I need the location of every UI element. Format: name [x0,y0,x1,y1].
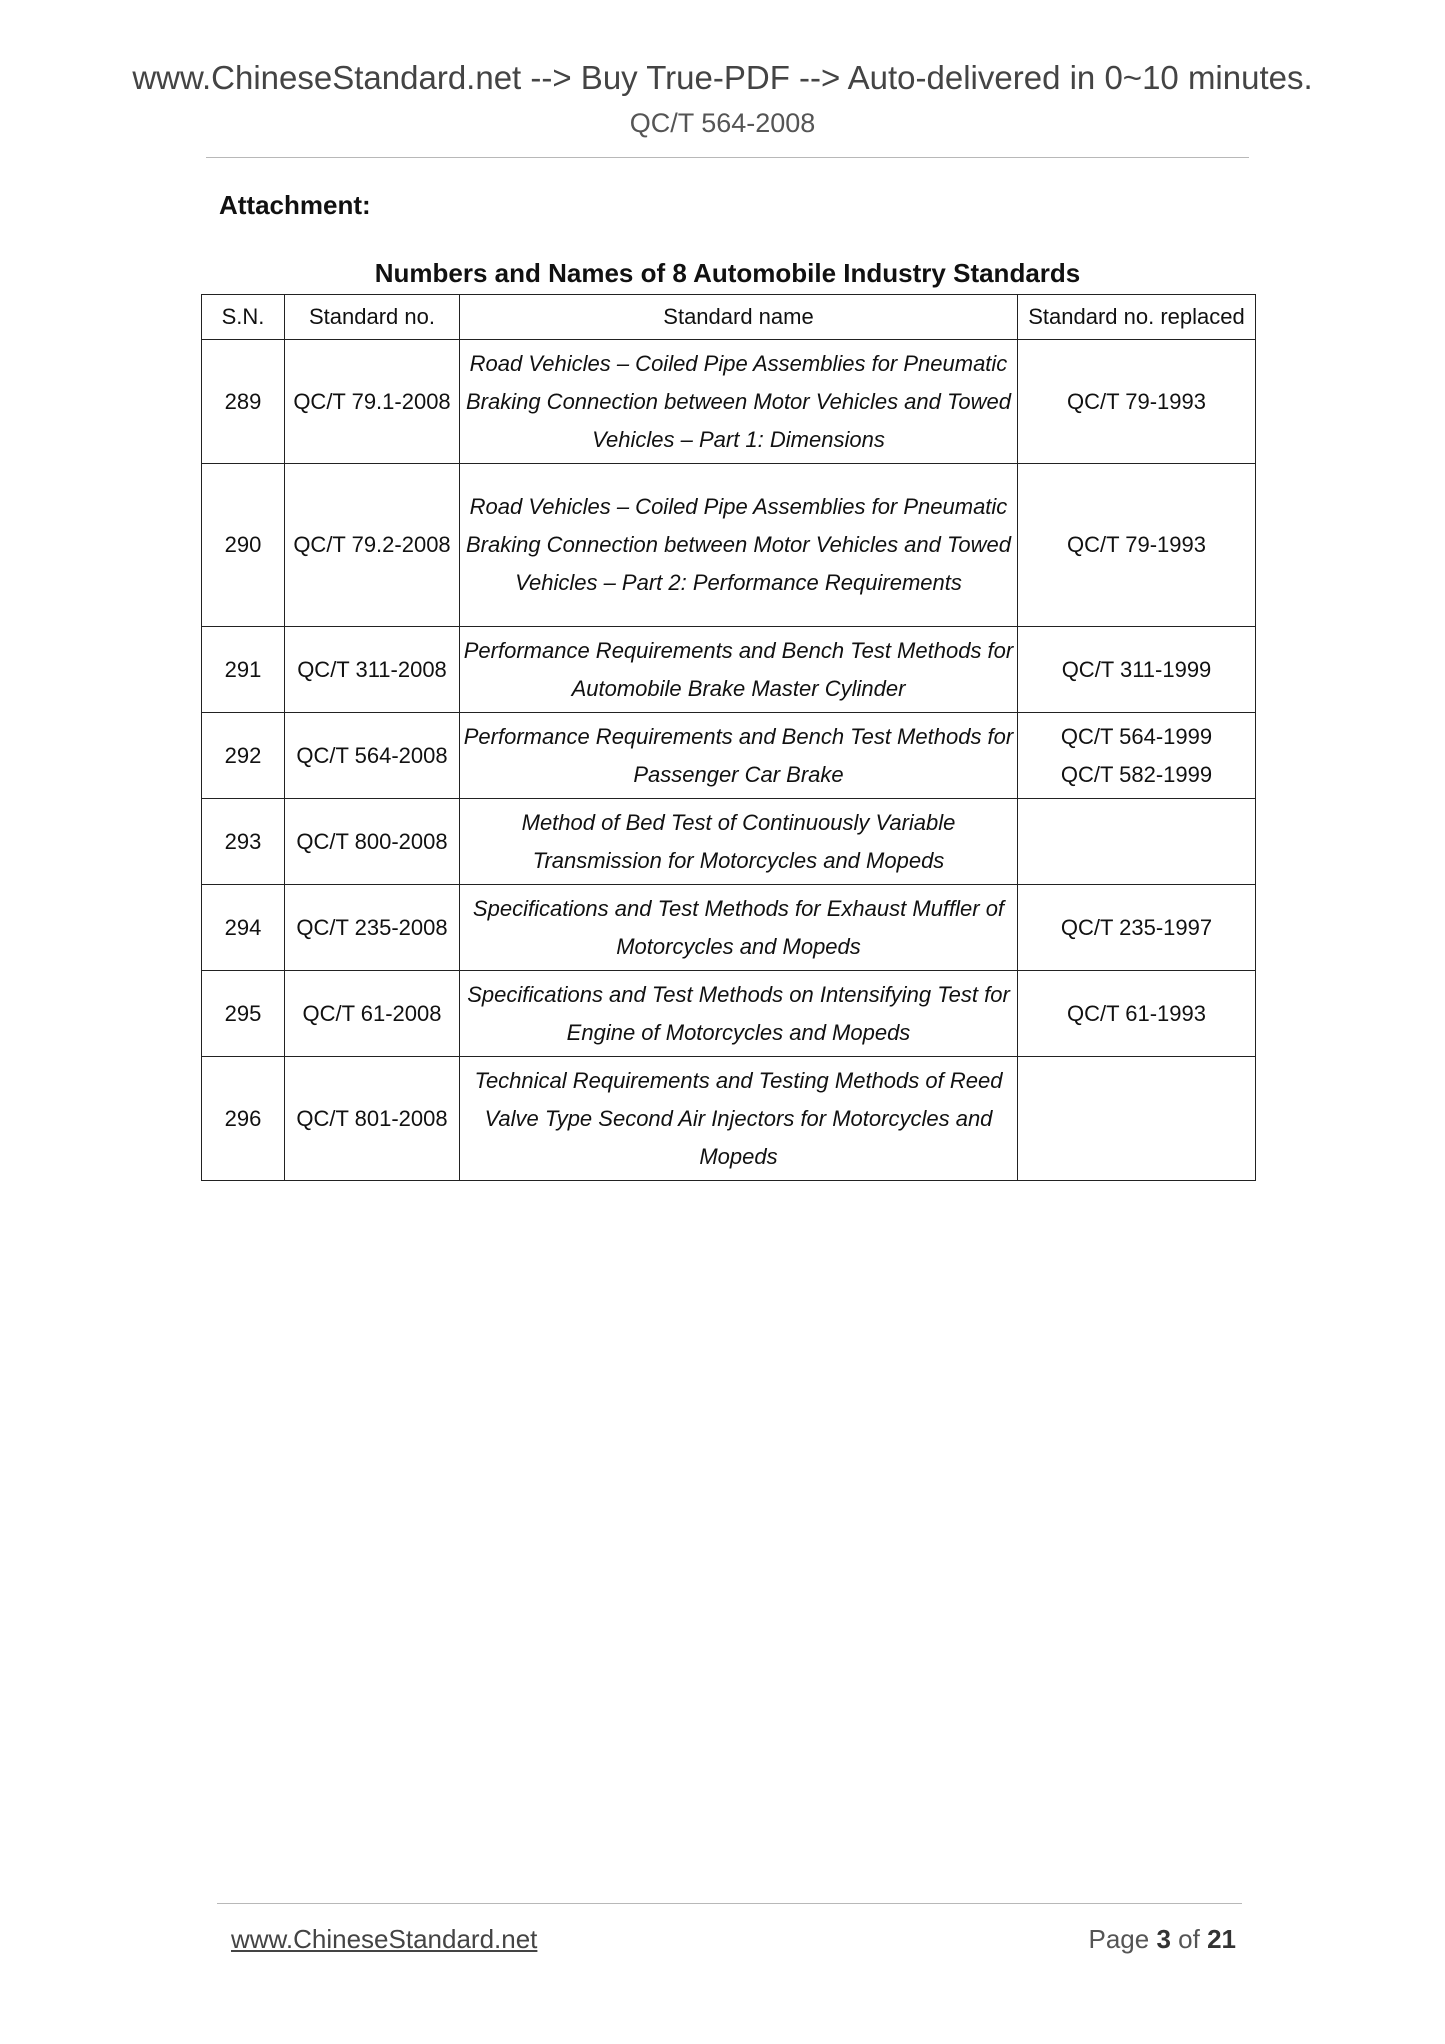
header-banner: www.ChineseStandard.net --> Buy True-PDF --> Auto-delivered in 0~10 minutes. [132,59,1313,96]
replaced-standard-no: QC/T 564-1999 [1060,723,1213,749]
table-row [202,464,1256,627]
standards-table [201,294,1256,1181]
standard-name-cell: Technical Requirements and Testing Methods of Reed Valve Type Second Air Injectors for Motorcycles and Mopeds [460,1057,1018,1181]
standard-no-cell: QC/T 800-2008 [285,799,460,885]
table-title: Numbers and Names of 8 Automobile Industry Standards [374,258,1081,288]
sn-cell: 293 [202,799,285,885]
standard-no-cell: QC/T 564-2008 [285,713,460,799]
replaced-standard-no: QC/T 311-1999 [1061,656,1212,682]
column-header-sn: S.N. [202,295,285,340]
table-row [202,713,1256,799]
replaced-standard-no: QC/T 235-1997 [1060,914,1213,940]
footer-divider [217,1903,1242,1904]
replaced-standard-no: QC/T 582-1999 [1060,761,1213,787]
standard-name-cell: Performance Requirements and Bench Test Methods for Automobile Brake Master Cylinder [460,627,1018,713]
page-total: 21 [1207,1924,1236,1954]
standard-name-cell: Specifications and Test Methods for Exhaust Muffler of Motorcycles and Mopeds [460,885,1018,971]
replaced-cell [1018,1057,1256,1181]
standard-no-cell: QC/T 801-2008 [285,1057,460,1181]
header-divider [206,157,1249,158]
sn-cell: 290 [202,464,285,627]
page-indicator [1088,1924,1236,1955]
standard-no-cell: QC/T 61-2008 [285,971,460,1057]
page-of: of [1178,1924,1200,1954]
standard-name-cell: Road Vehicles – Coiled Pipe Assemblies for Pneumatic Braking Connection between Motor Vehicles and Towed Vehicles – Part 2: Performance Requirements [460,464,1018,627]
table-row [202,799,1256,885]
sn-cell: 295 [202,971,285,1057]
standard-name-cell: Performance Requirements and Bench Test Methods for Passenger Car Brake [460,713,1018,799]
column-header-standard-name: Standard name [460,295,1018,340]
standard-no-cell: QC/T 311-2008 [285,627,460,713]
column-header-standard-no: Standard no. [285,295,460,340]
document-code: QC/T 564-2008 [629,108,816,138]
standard-no-cell: QC/T 235-2008 [285,885,460,971]
standard-name-cell: Road Vehicles – Coiled Pipe Assemblies for Pneumatic Braking Connection between Motor Vehicles and Towed Vehicles – Part 1: Dimensions [460,340,1018,464]
attachment-label: Attachment: [219,190,371,220]
table-row [202,1057,1256,1181]
replaced-cell [1018,340,1256,464]
sn-cell: 292 [202,713,285,799]
sn-cell: 294 [202,885,285,971]
column-header-replaced: Standard no. replaced [1018,295,1256,340]
replaced-cell [1018,971,1256,1057]
table-header-row [202,295,1256,340]
replaced-standard-no: QC/T 79-1993 [1066,388,1206,414]
standard-name-cell: Method of Bed Test of Continuously Variable Transmission for Motorcycles and Mopeds [460,799,1018,885]
sn-cell: 289 [202,340,285,464]
footer-site-link[interactable]: www.ChineseStandard.net [231,1924,538,1954]
replaced-cell [1018,464,1256,627]
table-row [202,971,1256,1057]
table-row [202,627,1256,713]
page-prefix: Page [1088,1924,1150,1954]
replaced-standard-no: QC/T 79-1993 [1066,532,1206,557]
replaced-cell [1018,713,1256,799]
replaced-cell [1018,627,1256,713]
replaced-cell [1018,885,1256,971]
table-body [202,340,1256,1181]
standard-name-cell: Specifications and Test Methods on Intensifying Test for Engine of Motorcycles and Mopeds [460,971,1018,1057]
table-row [202,885,1256,971]
table-row [202,340,1256,464]
sn-cell: 291 [202,627,285,713]
replaced-cell [1018,799,1256,885]
sn-cell: 296 [202,1057,285,1181]
standard-no-cell: QC/T 79.2-2008 [285,464,460,627]
replaced-standard-no: QC/T 61-1993 [1066,1000,1206,1026]
standard-no-cell: QC/T 79.1-2008 [285,340,460,464]
page-current: 3 [1156,1924,1171,1954]
